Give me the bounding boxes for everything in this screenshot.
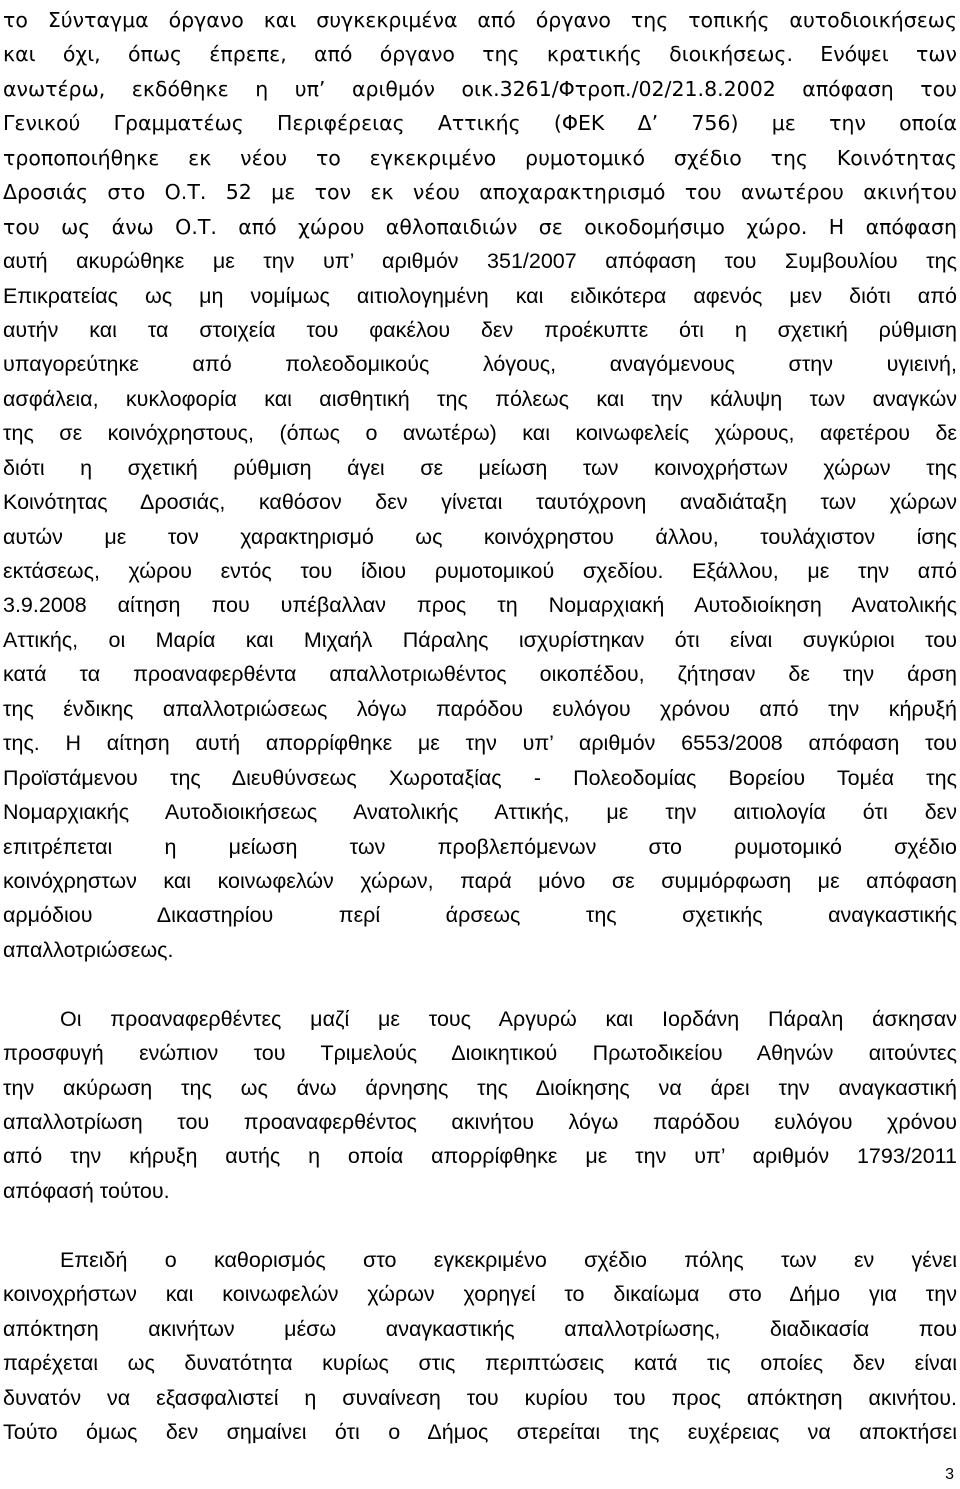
text-line: και όχι, όπως έπρεπε, από όργανο της κρατικής διοικήσεως. Ενόψει των bbox=[3, 42, 957, 67]
text-line: ασφάλεια, κυκλοφορία και αισθητική της πόλεως και την κάλυψη των αναγκών bbox=[3, 386, 957, 411]
text-line: κοινοχρήστων και κοινωφελών χώρων χορηγεί το δικαίωμα στο Δήμο για την bbox=[3, 1282, 957, 1307]
text-line: Επειδή ο καθορισμός στο εγκεκριμένο σχέδιο πόλης των εν γένει bbox=[60, 1247, 957, 1272]
paragraph-1 bbox=[3, 3, 957, 967]
text-line: προσφυγή ενώπιον του Τριμελούς Διοικητικού Πρωτοδικείου Αθηνών αιτούντες bbox=[3, 1041, 957, 1066]
text-line: τροποποιήθηκε εκ νέου το εγκεκριμένο ρυμοτομικό σχέδιο της Κοινότητας bbox=[3, 145, 957, 170]
text-line: του ως άνω Ο.Τ. από χώρου αθλοπαιδιών σε οικοδομήσιμο χώρο. Η απόφαση bbox=[3, 214, 957, 239]
text-line: αρμόδιου Δικαστηρίου περί άρσεως της σχετικής αναγκαστικής bbox=[3, 903, 957, 928]
text-line: δυνατόν να εξασφαλιστεί η συναίνεση του κυρίου του προς απόκτηση ακινήτου. bbox=[3, 1385, 957, 1410]
text-line: 3.9.2008 αίτηση που υπέβαλλαν προς τη Νομαρχιακή Αυτοδιοίκηση Ανατολικής bbox=[3, 593, 957, 618]
text-line: αυτών με τον χαρακτηρισμό ως κοινόχρηστου άλλου, τουλάχιστον ίσης bbox=[3, 524, 957, 549]
text-line: κατά τα προαναφερθέντα απαλλοτριωθέντος οικοπέδου, ζήτησαν δε την άρση bbox=[3, 662, 957, 687]
text-line: υπαγορεύτηκε από πολεοδομικούς λόγους, αναγόμενους στην υγιεινή, bbox=[3, 352, 957, 377]
text-line: της. Η αίτηση αυτή απορρίφθηκε με την υπ’ αριθμόν 6553/2008 απόφαση του bbox=[3, 731, 957, 756]
text-line: διότι η σχετική ρύθμιση άγει σε μείωση των κοινοχρήστων χώρων της bbox=[3, 455, 957, 480]
paragraph-2 bbox=[3, 1002, 957, 1209]
text-line: της ένδικης απαλλοτριώσεως λόγω παρόδου ευλόγου χρόνου από την κήρυξή bbox=[3, 696, 957, 721]
text-line: την ακύρωση της ως άνω άρνησης της Διοίκησης να άρει την αναγκαστική bbox=[3, 1075, 957, 1100]
text-line: Οι προαναφερθέντες μαζί με τους Αργυρώ και Ιορδάνη Πάραλη άσκησαν bbox=[60, 1006, 957, 1031]
text-line: Τούτο όμως δεν σημαίνει ότι ο Δήμος στερείται της ευχέρειας να αποκτήσει bbox=[3, 1419, 957, 1444]
text-line: Νομαρχιακής Αυτοδιοικήσεως Ανατολικής Αττικής, με την αιτιολογία ότι δεν bbox=[3, 800, 957, 825]
paragraph-spacer bbox=[3, 967, 957, 1001]
paragraph-3 bbox=[3, 1243, 957, 1450]
text-line: Γενικού Γραμματέως Περιφέρειας Αττικής (ΦΕΚ Δ’ 756) με την οποία bbox=[3, 111, 957, 136]
text-line: το Σύνταγμα όργανο και συγκεκριμένα από όργανο της τοπικής αυτοδιοικήσεως bbox=[3, 8, 957, 32]
text-line: Δροσιάς στο Ο.Τ. 52 με τον εκ νέου αποχαρακτηρισμό του ανωτέρου ακινήτου bbox=[3, 180, 957, 205]
document-body bbox=[3, 3, 957, 1449]
text-line: Προϊστάμενου της Διευθύνσεως Χωροταξίας - Πολεοδομίας Βορείου Τομέα της bbox=[3, 765, 957, 790]
text-line: ανωτέρω, εκδόθηκε η υπ’ αριθμόν οικ.3261/Φτροπ./02/21.8.2002 απόφαση του bbox=[3, 76, 957, 101]
text-line: της σε κοινόχρηστους, (όπως ο ανωτέρω) και κοινωφελείς χώρους, αφετέρου δε bbox=[3, 421, 957, 446]
text-line: Κοινότητας Δροσιάς, καθόσον δεν γίνεται ταυτόχρονη αναδιάταξη των χώρων bbox=[3, 490, 957, 515]
text-line: από την κήρυξη αυτής η οποία απορρίφθηκε με την υπ’ αριθμόν 1793/2011 bbox=[3, 1144, 957, 1169]
text-line: Επικρατείας ως μη νομίμως αιτιολογημένη και ειδικότερα αφενός μεν διότι από bbox=[3, 283, 957, 308]
text-line: απόφασή τούτου. bbox=[3, 1178, 170, 1203]
page-number: 3 bbox=[945, 1466, 954, 1483]
text-line: αυτή ακυρώθηκε με την υπ’ αριθμόν 351/2007 απόφαση του Συμβουλίου της bbox=[3, 249, 957, 274]
text-line: απαλλοτριώσεως. bbox=[3, 937, 174, 962]
text-line: Αττικής, οι Μαρία και Μιχαήλ Πάραλης ισχυρίστηκαν ότι είναι συγκύριοι του bbox=[3, 627, 957, 652]
text-line: εκτάσεως, χώρου εντός του ίδιου ρυμοτομικού σχεδίου. Εξάλλου, με την από bbox=[3, 559, 957, 583]
text-line: απαλλοτρίωση του προαναφερθέντος ακινήτου λόγω παρόδου ευλόγου χρόνου bbox=[3, 1110, 957, 1134]
text-line: επιτρέπεται η μείωση των προβλεπόμενων στο ρυμοτομικό σχέδιο bbox=[3, 834, 957, 859]
paragraph-spacer bbox=[3, 1208, 957, 1242]
text-line: απόκτηση ακινήτων μέσω αναγκαστικής απαλλοτρίωσης, διαδικασία που bbox=[3, 1316, 957, 1341]
text-line: κοινόχρηστων και κοινωφελών χώρων, παρά μόνο σε συμμόρφωση με απόφαση bbox=[3, 868, 957, 893]
text-line: παρέχεται ως δυνατότητα κυρίως στις περιπτώσεις κατά τις οποίες δεν είναι bbox=[3, 1351, 957, 1376]
text-line: αυτήν και τα στοιχεία του φακέλου δεν προέκυπτε ότι η σχετική ρύθμιση bbox=[3, 317, 957, 342]
